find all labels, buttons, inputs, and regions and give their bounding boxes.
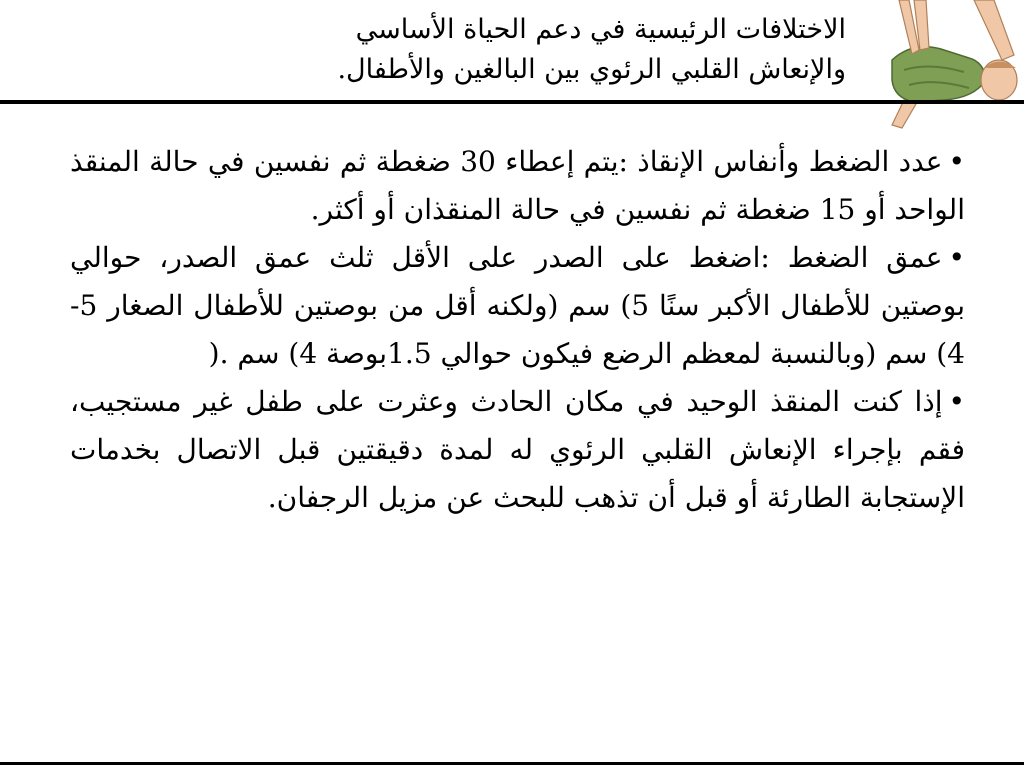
title-line-2: والإنعاش القلبي الرئوي بين البالغين والأطفال. [337, 54, 846, 85]
bullet-item [70, 138, 965, 234]
bullet-dot: • [948, 385, 965, 418]
slide-body [70, 138, 965, 522]
bullet-text: عدد الضغط وأنفاس الإنقاذ :يتم إعطاء 30 ضغطة ثم نفسين في حالة المنقذ الواحد أو 15 ضغطة ثم نفسين في حالة المنقذان أو أكثر. [70, 145, 965, 226]
bullet-text: إذا كنت المنقذ الوحيد في مكان الحادث وعثرت على طفل غير مستجيب، فقم بإجراء الإنعاش القلبي الرئوي له لمدة دقيقتين قبل الاتصال بخدمات الإستجابة الطارئة أو قبل أن تذهب للبحث عن مزيل الرجفان. [70, 385, 965, 514]
bullet-item [70, 234, 965, 378]
bullet-item [70, 378, 965, 522]
bullet-text: عمق الضغط :اضغط على الصدر على الأقل ثلث عمق الصدر، حوالي بوصتين للأطفال الأكبر سنًا 5) سم (ولكنه أقل من بوصتين للأطفال الصغار 5- 4) سم (وبالنسبة لمعظم الرضع فيكون حوالي 1.5بوصة 4) سم .( [70, 241, 965, 370]
title-divider [0, 100, 1024, 104]
cpr-illustration [874, 0, 1024, 130]
bullet-dot: • [948, 145, 965, 178]
title-line-1: الاختلافات الرئيسية في دعم الحياة الأساسي [355, 14, 846, 45]
footer-divider [0, 762, 1024, 765]
cpr-clipart-icon [874, 0, 1024, 130]
bullet-dot: • [948, 241, 965, 274]
slide-title [146, 10, 846, 90]
